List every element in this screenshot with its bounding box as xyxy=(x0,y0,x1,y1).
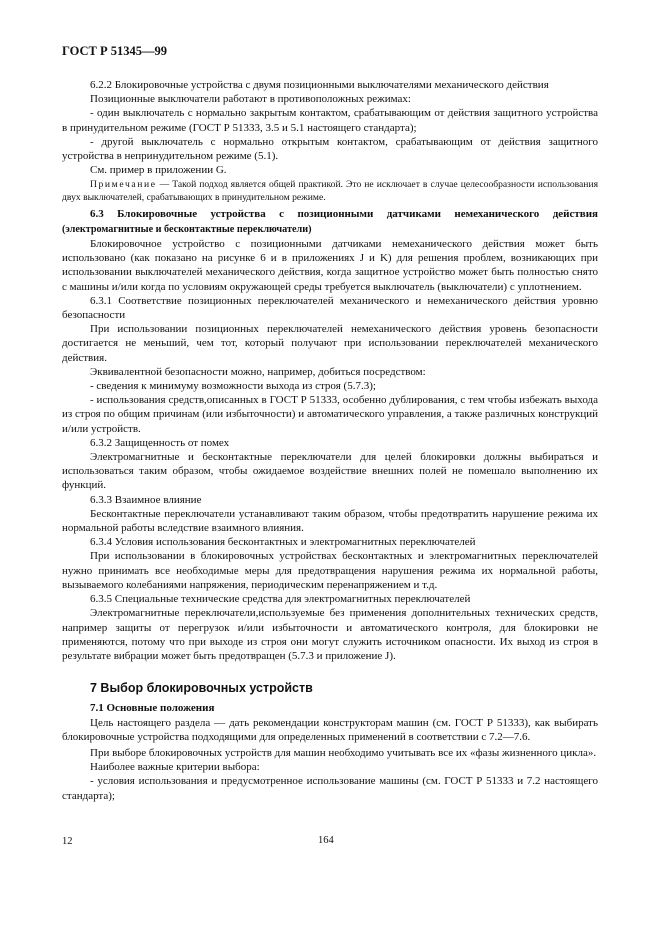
list-item: - использования средств,описанных в ГОСТ Р 51333, особенно дублирования, с тем чтобы избежать выхода из строя по общим причинам (или избыточности) и автоматического управления, а также различных конструкций и/или устройств. xyxy=(62,394,598,435)
page-number-center: 164 xyxy=(318,835,334,846)
paragraph: При выборе блокировочных устройств для машин необходимо учитывать все их «фазы жизненного цикла». xyxy=(90,746,597,759)
section-6-3-heading xyxy=(62,207,598,237)
section-6-3-subtitle: (электромагнитные и бесконтактные переключатели) xyxy=(62,223,312,235)
paragraph: Эквивалентной безопасности можно, например, добиться посредством: xyxy=(90,365,426,378)
paragraph: При использовании в блокировочных устройствах бесконтактных и электромагнитных переключателей нужно принимать все необходимые меры для предотвращения нарушения режима их нормальной работы, вызываемого колебаниями напряжения, периодическим перенапряжением и т.д. xyxy=(62,550,598,591)
paragraph: Блокировочное устройство с позиционными датчиками немеханического действия может быть использовано (как показано на рисунке 6 и в приложениях J и K) для решения проблем, возникающих при использовании выключателей механического действия, когда защитное устройство может быть полностью снято с машины и/или когда по условиям окружающей среды требуется выключатель (выключатели) с уплотнением. xyxy=(62,238,598,293)
clause-6-3-2-title: 6.3.2 Защищенность от помех xyxy=(90,436,230,449)
section-6-3-title: 6.3 Блокировочные устройства с позиционными датчиками немеханического действия xyxy=(90,207,598,220)
paragraph: См. пример в приложении G. xyxy=(90,164,227,177)
clause-6-3-5-title: 6.3.5 Специальные технические средства для электромагнитных переключателей xyxy=(90,593,471,606)
clause-7-1-title: 7.1 Основные положения xyxy=(90,702,215,715)
paragraph: Электромагнитные и бесконтактные переключатели для целей блокировки должны выбираться и использоваться таким образом, чтобы ожидаемое воздействие внешних полей не помешало выполнению их функций. xyxy=(62,451,598,492)
list-item: - другой выключатель с нормально открытым контактом, срабатывающим от действия защитного устройства в непринудительном режиме (5.1). xyxy=(62,135,598,163)
document-code-header: ГОСТ Р 51345—99 xyxy=(62,44,168,58)
paragraph: Электромагнитные переключатели,используемые без применения дополнительных технических средств, например защиты от перегрузок и/или избыточности и автоматического контроля, для блокировки не применяются, потому что при выходе из строя они могут служить источником опасности. Их выход из строя в результате вибрации может быть предотвращен (5.7.3 и приложение J). xyxy=(62,607,598,662)
clause-6-3-4-title: 6.3.4 Условия использования бесконтактных и электромагнитных переключателей xyxy=(90,536,476,549)
paragraph: Позиционные выключатели работают в противоположных режимах: xyxy=(90,93,411,106)
clause-6-2-2-title: 6.2.2 Блокировочные устройства с двумя позиционными выключателями механического действия xyxy=(90,79,549,91)
clause-6-3-1-title: 6.3.1 Соответствие позиционных переключателей механического и немеханического действия уровню безопасности xyxy=(62,294,598,322)
paragraph: Цель настоящего раздела — дать рекомендации конструкторам машин (см. ГОСТ Р 51333), как выбирать блокировочные устройства подходящими для определенных применений в соответствии с 7.2—7.6. xyxy=(62,716,598,743)
section-7-heading: 7 Выбор блокировочных устройств xyxy=(90,681,313,696)
clause-6-3-3-title: 6.3.3 Взаимное влияние xyxy=(90,493,202,506)
list-item: - сведения к минимуму возможности выхода из строя (5.7.3); xyxy=(90,380,376,393)
note-label: Примечание xyxy=(90,179,157,191)
paragraph: Бесконтактные переключатели устанавливают таким образом, чтобы предотвратить нарушение режима их нормальной работы вследствие взаимного влияния. xyxy=(62,507,598,535)
paragraph: Наиболее важные критерии выбора: xyxy=(90,761,260,774)
page-number-left: 12 xyxy=(62,836,73,847)
note xyxy=(62,179,598,204)
list-item: - один выключатель с нормально закрытым контактом, срабатывающим от действия защитного устройства в принудительном режиме (ГОСТ Р 51333, 3.5 и 5.1 настоящего стандарта); xyxy=(62,107,598,134)
list-item: - условия использования и предусмотренное использование машины (см. ГОСТ Р 51333 и 7.2 настоящего стандарта); xyxy=(62,775,598,802)
document-body xyxy=(62,78,598,803)
paragraph: При использовании позиционных переключателей немеханического действия уровень безопасности достигается не меньший, чем тот, который получают при использовании переключателей механического действия. xyxy=(62,323,598,364)
note-text: — Такой подход является общей практикой. Это не исключает в случае целесообразности использования двух выключателей, срабатывающих в принудительном режиме. xyxy=(62,179,598,204)
